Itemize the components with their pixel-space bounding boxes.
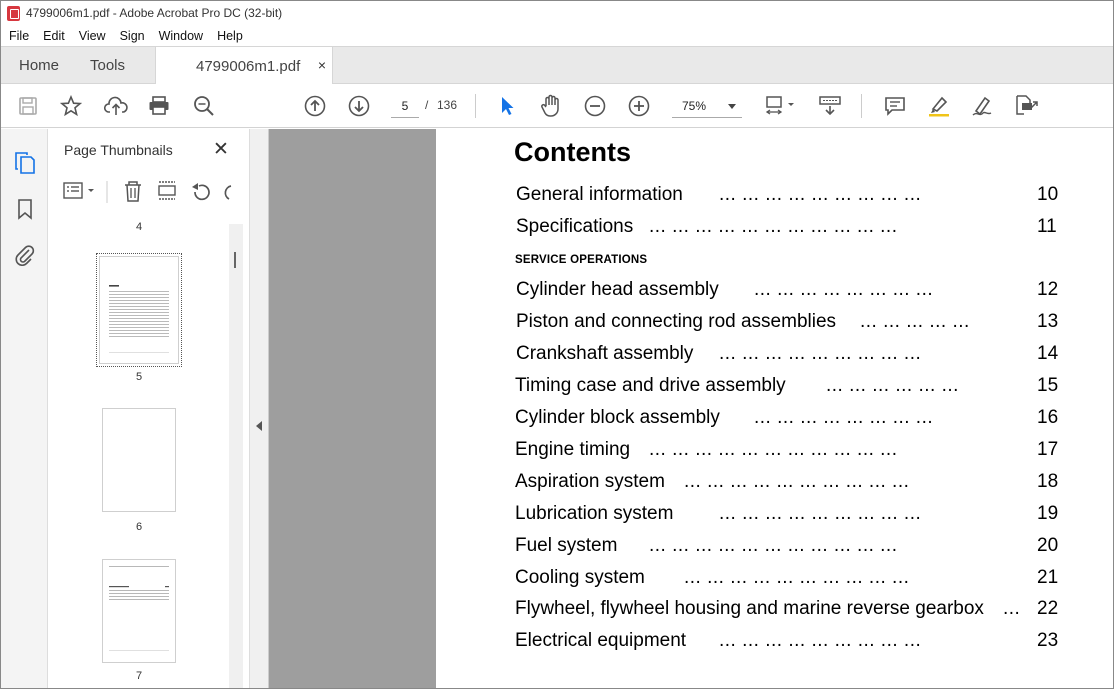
toc-entry-label: Cylinder block assembly [515, 407, 720, 428]
toc-page-number: 10 [1037, 184, 1059, 205]
section-heading: SERVICE OPERATIONS [515, 254, 648, 266]
attachments-icon[interactable] [13, 243, 37, 267]
toc-page-number: 14 [1037, 343, 1059, 364]
tab-document-label: 4799006m1.pdf [196, 57, 301, 75]
delete-page-icon[interactable] [125, 182, 141, 201]
page-fit-icon[interactable] [761, 92, 801, 120]
toc-leader-dots: ... ... ... ... ... ... ... ... ... ... [684, 471, 910, 492]
toc-page-number: 19 [1037, 503, 1059, 524]
scroll-mode-icon[interactable] [816, 92, 844, 120]
zoom-value: 75% [682, 99, 707, 113]
toc-page-number: 13 [1037, 311, 1059, 332]
close-icon[interactable]: ✕ [213, 139, 229, 160]
toc-page-number: 20 [1037, 535, 1059, 556]
toc-leader-dots: ... ... ... ... ... [860, 311, 970, 332]
thumbnail-toolbar [59, 177, 249, 207]
comment-icon[interactable] [881, 92, 909, 120]
document-page [436, 129, 1113, 688]
collapse-panel-icon[interactable] [256, 421, 262, 431]
toc-leader-dots: ... ... ... ... ... ... ... ... ... ... [684, 567, 910, 588]
menu-file[interactable]: File [9, 28, 30, 43]
panel-splitter[interactable] [249, 129, 269, 688]
page-number-input[interactable]: 5 [391, 94, 419, 118]
toc-entry-label: Lubrication system [515, 503, 674, 524]
toc-page-number: 18 [1037, 471, 1059, 492]
toc-entry[interactable] [436, 471, 1113, 495]
toc-entry-label: General information [516, 184, 683, 205]
thumbnail-label: 4 [135, 221, 143, 233]
acrobat-app-icon [7, 6, 20, 21]
toc-leader-dots: ... ... ... ... ... ... ... ... [754, 279, 934, 300]
menu-window[interactable]: Window [158, 28, 204, 43]
toc-entry[interactable] [436, 439, 1113, 463]
page-thumbnails-panel [49, 129, 249, 688]
toc-page-number: 17 [1037, 439, 1059, 460]
toc-entry[interactable] [436, 184, 1113, 208]
thumbnail-page-7[interactable] [102, 559, 176, 663]
toc-page-number: 16 [1037, 407, 1059, 428]
toc-leader-dots: ... ... ... ... ... ... ... ... ... ... ... [649, 535, 898, 556]
zoom-search-icon[interactable] [190, 92, 218, 120]
export-pdf-icon[interactable] [1012, 92, 1040, 120]
toc-page-number: 12 [1037, 279, 1059, 300]
toc-entry[interactable] [436, 567, 1113, 591]
toc-leader-dots: ... ... ... ... ... ... ... ... ... [719, 184, 922, 205]
thumbnail-label: 5 [135, 371, 143, 383]
toc-leader-dots: ... [1003, 598, 1021, 619]
tab-tools[interactable]: Tools [90, 57, 126, 74]
insert-page-icon[interactable] [159, 182, 175, 199]
upload-icon[interactable] [102, 92, 130, 120]
toc-entry-label: Piston and connecting rod assemblies [516, 311, 837, 332]
chevron-down-icon [728, 104, 736, 109]
thumbnail-label: 7 [135, 670, 143, 682]
toc-leader-dots: ... ... ... ... ... ... ... ... ... [719, 343, 922, 364]
document-canvas-background [269, 129, 436, 688]
toc-entry-label: Crankshaft assembly [516, 343, 694, 364]
bookmark-star-icon[interactable] [57, 92, 85, 120]
thumbnail-scrollbar[interactable] [229, 224, 243, 688]
document-title: Contents [514, 137, 631, 167]
toc-entry[interactable] [436, 503, 1113, 527]
toc-entry-label: Cooling system [515, 567, 645, 588]
page-separator: / [425, 98, 429, 112]
thumbnail-label: 6 [135, 521, 143, 533]
toc-leader-dots: ... ... ... ... ... ... ... ... ... [719, 630, 922, 651]
toc-entry-label: Engine timing [515, 439, 631, 460]
toc-entry[interactable] [436, 535, 1113, 559]
page-thumbnails-icon[interactable] [13, 151, 37, 175]
panel-title: Page Thumbnails [64, 142, 173, 158]
toc-entry[interactable] [436, 407, 1113, 431]
sign-icon[interactable] [969, 92, 997, 120]
toc-leader-dots: ... ... ... ... ... ... ... ... ... ... ... [649, 439, 898, 460]
toc-entry-label: Timing case and drive assembly [515, 375, 786, 396]
toc-entry[interactable] [436, 375, 1113, 399]
highlight-icon[interactable] [925, 92, 953, 120]
toc-entry-label: Specifications [516, 216, 634, 237]
toc-entry[interactable] [436, 630, 1113, 654]
page-total: 136 [437, 98, 458, 112]
toc-leader-dots: ... ... ... ... ... ... ... ... ... ... ... [649, 216, 898, 237]
bookmarks-icon[interactable] [13, 197, 37, 221]
tab-bar [1, 46, 1113, 84]
toc-page-number: 15 [1037, 375, 1059, 396]
toc-entry[interactable] [436, 311, 1113, 335]
menu-bar [1, 25, 1113, 46]
scrollbar-thumb[interactable] [234, 252, 236, 268]
zoom-select[interactable] [672, 94, 742, 118]
zoom-in-icon[interactable] [625, 92, 653, 120]
toc-page-number: 21 [1037, 567, 1059, 588]
thumbnail-page-5[interactable] [99, 256, 179, 364]
thumbnail-options-icon[interactable] [64, 183, 94, 198]
prev-page-icon[interactable] [301, 92, 329, 120]
main-toolbar [1, 84, 1113, 128]
zoom-out-icon[interactable] [581, 92, 609, 120]
toc-entry[interactable] [436, 279, 1113, 303]
toc-page-number: 23 [1037, 630, 1059, 651]
select-arrow-icon[interactable] [493, 92, 521, 120]
toc-leader-dots: ... ... ... ... ... ... [826, 375, 959, 396]
save-icon[interactable] [14, 92, 42, 120]
menu-edit[interactable]: Edit [43, 28, 65, 43]
tab-home[interactable]: Home [19, 57, 60, 74]
rotate-clockwise-icon[interactable] [225, 186, 231, 199]
toc-entry-label: Aspiration system [515, 471, 665, 492]
toc-entry[interactable] [436, 598, 1113, 622]
menu-sign[interactable]: Sign [119, 28, 145, 43]
toc-page-number: 11 [1037, 216, 1057, 237]
toc-entry[interactable] [436, 343, 1113, 367]
menu-help[interactable]: Help [217, 28, 243, 43]
toc-entry[interactable] [436, 216, 1113, 240]
thumbnail-page-6[interactable] [102, 408, 176, 512]
tab-close-icon[interactable]: × [317, 57, 326, 73]
rotate-counterclockwise-icon[interactable] [192, 183, 209, 199]
next-page-icon[interactable] [345, 92, 373, 120]
toc-entry-label: Cylinder head assembly [516, 279, 719, 300]
toc-entry-label: Fuel system [515, 535, 618, 556]
hand-icon[interactable] [537, 92, 565, 120]
left-navigation-rail [1, 129, 48, 688]
window-title: 4799006m1.pdf - Adobe Acrobat Pro DC (32-bit) [26, 6, 283, 20]
toolbar-divider [475, 94, 476, 118]
menu-view[interactable]: View [78, 28, 106, 43]
print-icon[interactable] [145, 92, 173, 120]
toc-leader-dots: ... ... ... ... ... ... ... ... [754, 407, 934, 428]
toc-page-number: 22 [1037, 598, 1059, 619]
title-bar [1, 1, 1113, 25]
toc-entry-label: Electrical equipment [515, 630, 687, 651]
toc-entry-label: Flywheel, flywheel housing and marine reverse gearbox [515, 598, 984, 619]
toc-leader-dots: ... ... ... ... ... ... ... ... ... [719, 503, 922, 524]
toolbar-divider [861, 94, 862, 118]
tab-document[interactable] [155, 47, 333, 85]
